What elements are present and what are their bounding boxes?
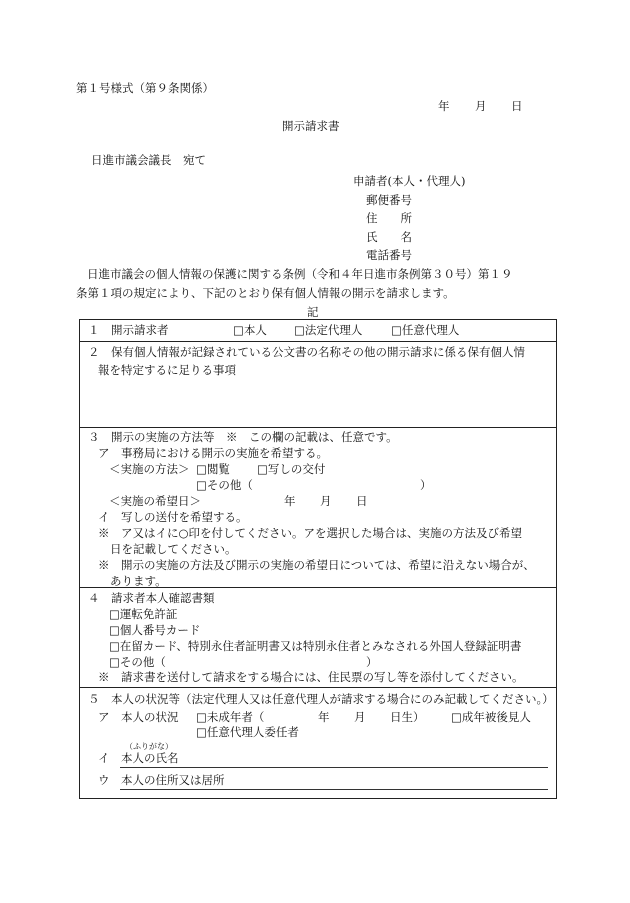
desired-date-label: ＜実施の希望日＞ bbox=[109, 494, 201, 508]
method-view-checkbox[interactable]: □閲覧 bbox=[196, 462, 230, 476]
birth-month-label: 月 bbox=[354, 710, 366, 724]
section5-heading: ５ 本人の状況等（法定代理人又は任意代理人が請求する場合にのみ記載してください。） bbox=[88, 692, 554, 706]
document-name-field[interactable] bbox=[88, 382, 548, 422]
minor-checkbox[interactable]: □未成年者（ bbox=[196, 710, 265, 724]
date-month-label: 月 bbox=[475, 99, 487, 113]
applicant-heading: 申請者(本人・代理人) bbox=[353, 174, 466, 188]
principal-name-label: 本人の氏名 bbox=[121, 751, 179, 765]
section3-note2-line-1: ※ 開示の実施の方法及び開示の実施の希望日については、希望に沿えない場合が、 bbox=[98, 558, 535, 572]
birth-year-label: 年 bbox=[318, 710, 330, 724]
desired-date-year: 年 bbox=[284, 494, 296, 508]
method-other-close: ） bbox=[420, 478, 432, 492]
section4-heading: ４ 請求者本人確認書類 bbox=[88, 591, 215, 605]
desired-date-month: 月 bbox=[320, 494, 332, 508]
phone-label: 電話番号 bbox=[366, 248, 412, 262]
principal-name-prefix: イ bbox=[98, 751, 110, 765]
requester-voluntary-agent-checkbox[interactable]: □任意代理人 bbox=[391, 323, 460, 337]
voluntary-delegator-checkbox[interactable]: □任意代理人委任者 bbox=[196, 725, 299, 739]
date-day-label: 日 bbox=[511, 99, 523, 113]
method-label: ＜実施の方法＞ bbox=[109, 462, 190, 476]
addressee: 日進市議会議長 宛て bbox=[91, 153, 206, 167]
principal-address-label: 本人の住所又は居所 bbox=[121, 773, 225, 787]
form-number: 第１号様式（第９条関係） bbox=[76, 81, 214, 95]
ki-label: 記 bbox=[307, 305, 319, 319]
principal-address-prefix: ウ bbox=[98, 773, 110, 787]
address-label: 住 所 bbox=[366, 211, 412, 225]
postal-code-label: 郵便番号 bbox=[366, 193, 412, 207]
desired-date-day: 日 bbox=[356, 494, 368, 508]
section3-note2-line-2: あります。 bbox=[110, 574, 167, 588]
method-other-checkbox[interactable]: □その他（ bbox=[196, 478, 253, 492]
section3-note1-line-2: 日を記載してください。 bbox=[110, 542, 237, 556]
section2-line-2: 報を特定するに足りる事項 bbox=[98, 363, 236, 377]
date-year-label: 年 bbox=[438, 99, 450, 113]
name-label: 氏 名 bbox=[366, 230, 412, 244]
page-title: 開示請求書 bbox=[282, 119, 340, 133]
principal-name-field[interactable] bbox=[120, 767, 548, 768]
id-my-number-card-checkbox[interactable]: □個人番号カード bbox=[109, 623, 201, 637]
principal-address-field[interactable] bbox=[120, 789, 548, 790]
furigana-label: （ふりがな） bbox=[125, 742, 173, 751]
intro-line-1: 日進市議会の個人情報の保護に関する条例（令和４年日進市条例第３０号）第１９ bbox=[87, 267, 513, 281]
section3-option-a[interactable]: ア 事務局における開示の実施を希望する。 bbox=[98, 446, 328, 460]
requester-legal-agent-checkbox[interactable]: □法定代理人 bbox=[294, 323, 363, 337]
requester-self-checkbox[interactable]: □本人 bbox=[233, 323, 267, 337]
section1-label: １ 開示請求者 bbox=[88, 323, 169, 337]
divider bbox=[79, 341, 557, 342]
adult-guardianship-checkbox[interactable]: □成年被後見人 bbox=[451, 710, 531, 724]
section3-note1-line-1: ※ ア又はイに○印を付してください。アを選択した場合は、実施の方法及び希望 bbox=[98, 526, 523, 540]
principal-status-label: ア 本人の状況 bbox=[98, 710, 179, 724]
divider bbox=[79, 687, 557, 688]
section4-note: ※ 請求書を送付して請求をする場合には、住民票の写し等を添付してください。 bbox=[98, 670, 524, 684]
id-other-close: ） bbox=[366, 655, 378, 669]
section3-heading: ３ 開示の実施の方法等 ※ この欄の記載は、任意です。 bbox=[88, 430, 398, 444]
divider bbox=[79, 427, 557, 428]
id-residence-card-checkbox[interactable]: □在留カード、特別永住者証明書又は特別永住者とみなされる外国人登録証明書 bbox=[109, 639, 522, 653]
section3-option-i[interactable]: イ 写しの送付を希望する。 bbox=[98, 510, 248, 524]
section2-line-1: ２ 保有個人情報が記録されている公文書の名称その他の開示請求に係る保有個人情 bbox=[88, 345, 525, 359]
id-drivers-license-checkbox[interactable]: □運転免許証 bbox=[109, 607, 178, 621]
intro-line-2: 条第１項の規定により、下記のとおり保有個人情報の開示を請求します。 bbox=[76, 286, 455, 300]
birth-day-label: 日生） bbox=[390, 710, 425, 724]
id-other-checkbox[interactable]: □その他（ bbox=[109, 655, 166, 669]
method-copy-checkbox[interactable]: □写しの交付 bbox=[257, 462, 326, 476]
